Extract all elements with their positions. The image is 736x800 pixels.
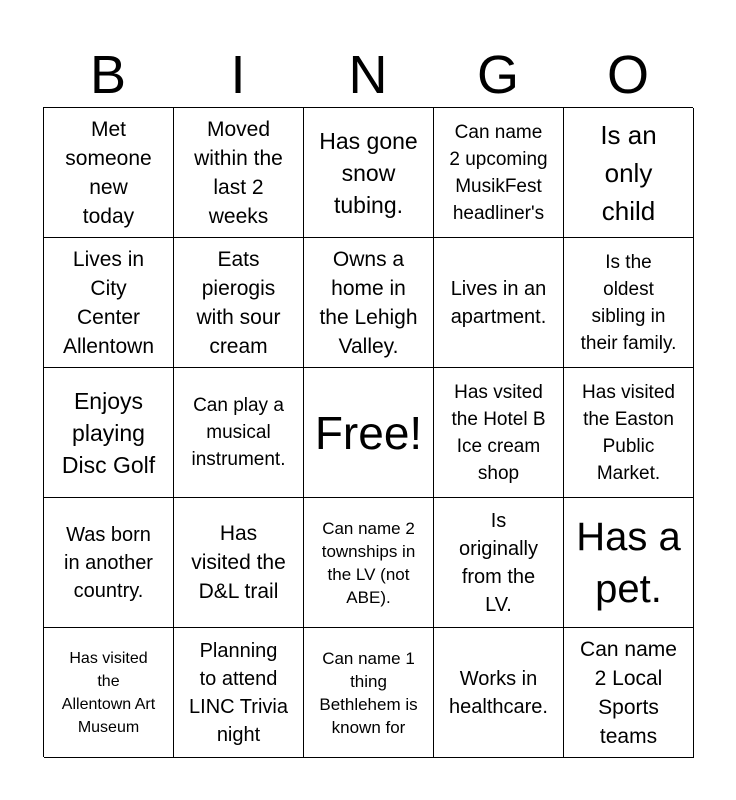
cell-text: Can name 2 upcoming MusikFest headliner's	[449, 121, 548, 224]
bingo-cell-free[interactable]	[304, 368, 434, 498]
bingo-cell-r2-c4[interactable]	[434, 238, 564, 368]
cell-text: Has a pet.	[576, 514, 681, 611]
bingo-cell-r5-c4[interactable]	[434, 628, 564, 758]
cell-text: Has visited the D&L trail	[191, 522, 286, 603]
cell-text: Is an only child	[600, 119, 657, 226]
cell-text: Can play a musical instrument.	[191, 395, 286, 470]
bingo-cell-r4-c4[interactable]	[434, 498, 564, 628]
bingo-cell-r4-c5[interactable]	[564, 498, 694, 628]
cell-text: Has vsited the Hotel B Ice cream shop	[451, 381, 546, 484]
bingo-cell-r5-c5[interactable]	[564, 628, 694, 758]
cell-text: Owns a home in the Lehigh Valley.	[319, 247, 418, 358]
cell-text: Eats pierogis with sour cream	[196, 247, 281, 358]
bingo-cell-r2-c2[interactable]	[174, 238, 304, 368]
bingo-cell-r1-c2[interactable]	[174, 108, 304, 238]
cell-text: Moved within the last 2 weeks	[194, 117, 283, 228]
bingo-grid	[43, 107, 693, 757]
cell-text: Can name 1 thing Bethlehem is known for	[319, 648, 418, 737]
bingo-cell-r5-c2[interactable]	[174, 628, 304, 758]
cell-text: Is the oldest sibling in their family.	[580, 251, 677, 354]
header-letter-i: I	[230, 45, 246, 105]
bingo-cell-r3-c1[interactable]	[44, 368, 174, 498]
bingo-cell-r1-c5[interactable]	[564, 108, 694, 238]
cell-text: Has gone snow tubing.	[319, 127, 418, 218]
bingo-cell-r5-c1[interactable]	[44, 628, 174, 758]
cell-text: Has visited the Easton Public Market.	[582, 381, 675, 484]
bingo-cell-r2-c5[interactable]	[564, 238, 694, 368]
bingo-cell-r2-c3[interactable]	[304, 238, 434, 368]
header-letter-o: O	[606, 45, 649, 105]
cell-text: Was born in another country.	[64, 523, 153, 602]
cell-text: Lives in an apartment.	[450, 277, 547, 328]
bingo-cell-r2-c1[interactable]	[44, 238, 174, 368]
bingo-header	[43, 44, 693, 106]
header-letter-b: B	[89, 45, 127, 105]
header-letter-g: G	[476, 45, 519, 105]
cell-text: Is originally from the LV.	[459, 509, 538, 616]
cell-text: Planning to attend LINC Trivia night	[189, 639, 288, 746]
cell-text: Has visited the Allentown Art Museum	[61, 649, 156, 736]
header-letter-n: N	[348, 45, 388, 105]
bingo-cell-r5-c3[interactable]	[304, 628, 434, 758]
bingo-cell-r1-c4[interactable]	[434, 108, 564, 238]
bingo-cell-r1-c3[interactable]	[304, 108, 434, 238]
bingo-cell-r3-c2[interactable]	[174, 368, 304, 498]
bingo-cell-r4-c3[interactable]	[304, 498, 434, 628]
cell-text: Can name 2 townships in the LV (not ABE).	[321, 518, 416, 607]
cell-text: Can name 2 Local Sports teams	[580, 637, 677, 748]
bingo-cell-r1-c1[interactable]	[44, 108, 174, 238]
cell-text: Met someone new today	[65, 117, 152, 228]
bingo-cell-r3-c5[interactable]	[564, 368, 694, 498]
bingo-cell-r4-c1[interactable]	[44, 498, 174, 628]
cell-text: Enjoys playing Disc Golf	[61, 387, 156, 478]
cell-text: Lives in City Center Allentown	[62, 247, 155, 358]
cell-text: Works in healthcare.	[449, 667, 548, 718]
free-space-text: Free!	[314, 406, 423, 459]
bingo-cell-r4-c2[interactable]	[174, 498, 304, 628]
bingo-cell-r3-c4[interactable]	[434, 368, 564, 498]
